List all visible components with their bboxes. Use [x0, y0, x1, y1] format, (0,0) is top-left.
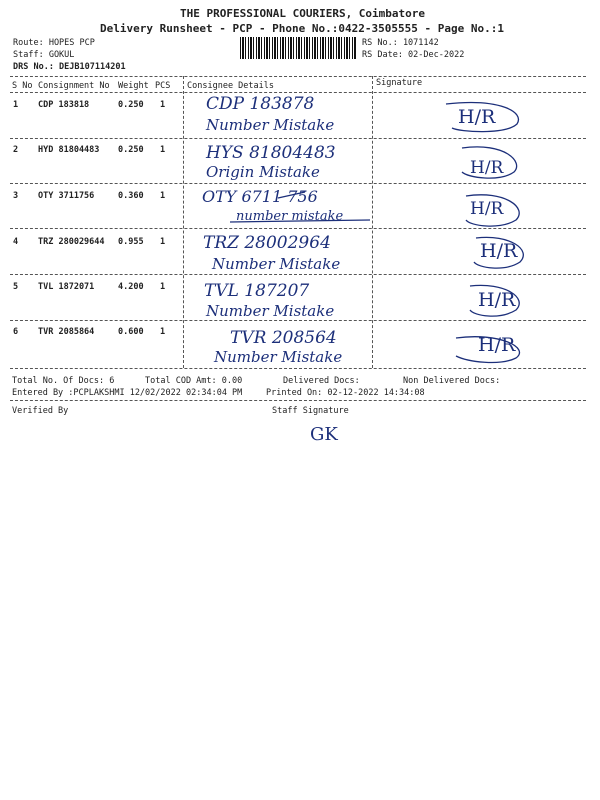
handwritten-correction: HYS 81804483: [206, 143, 336, 163]
row-pcs: 1: [160, 327, 166, 337]
delivered-docs: Delivered Docs:: [283, 376, 360, 386]
drs-number: DRS No.: DEJB107114201: [13, 62, 126, 72]
row-weight: 0.600: [118, 327, 144, 337]
row-sno: 4: [13, 237, 19, 247]
signature-oval: [466, 195, 519, 226]
row-pcs: 1: [160, 100, 166, 110]
row-pcs: 1: [160, 145, 166, 155]
company-name: THE PROFESSIONAL COURIERS, Coimbatore: [180, 7, 426, 20]
signature-oval: [462, 147, 517, 178]
col-header-consignee: Consignee Details: [187, 81, 274, 91]
handwritten-correction: TRZ 28002964: [203, 233, 331, 253]
signature-oval: [456, 337, 519, 363]
handwritten-correction: TVR 208564: [230, 328, 337, 348]
handwritten-remark: Origin Mistake: [206, 163, 320, 181]
handwritten-signature: H/R: [470, 199, 504, 219]
handwritten-signature: H/R: [478, 334, 516, 356]
staff-signature-label: Staff Signature: [272, 406, 349, 416]
row-consignment: TRZ 280029644: [38, 237, 105, 247]
footer-rule: [10, 400, 586, 401]
row-pcs: 1: [160, 191, 166, 201]
row-sno: 6: [13, 327, 19, 337]
row-consignment: TVL 1872071: [38, 282, 95, 292]
signature-oval: [446, 103, 518, 132]
staff-label: Staff: GOKUL: [13, 50, 75, 60]
handwritten-remark: Number Mistake: [206, 116, 335, 134]
row-sno: 2: [13, 145, 19, 155]
col-header-signature: Signature: [376, 78, 423, 88]
handwritten-signature: H/R: [480, 240, 518, 262]
handwritten-signature: H/R: [478, 289, 516, 311]
strike-through-mark: [278, 192, 305, 198]
verified-by: Verified By: [12, 406, 69, 416]
non-delivered-docs: Non Delivered Docs:: [403, 376, 501, 386]
entered-by: Entered By :PCPLAKSHMI 12/02/2022 02:34:04 PM: [12, 388, 243, 398]
handwritten-signature: H/R: [470, 158, 504, 178]
row-weight: 4.200: [118, 282, 144, 292]
row-weight: 0.250: [118, 100, 144, 110]
row-pcs: 1: [160, 237, 166, 247]
handwritten-signature: H/R: [458, 106, 496, 128]
row-weight: 0.250: [118, 145, 144, 155]
row-consignment: CDP 183818: [38, 100, 90, 110]
row-weight: 0.360: [118, 191, 144, 201]
printed-on: Printed On: 02-12-2022 14:34:08: [266, 388, 425, 398]
handwritten-remark: Number Mistake: [212, 255, 341, 273]
underline-mark: [230, 220, 370, 222]
handwritten-remark: Number Mistake: [214, 348, 343, 366]
rs-date: RS Date: 02-Dec-2022: [362, 50, 465, 60]
col-header-consignment: Consignment No: [38, 81, 110, 91]
handwritten-correction: CDP 183878: [206, 94, 315, 114]
staff-signature: GK: [310, 424, 338, 445]
row-pcs: 1: [160, 282, 166, 292]
handwritten-correction: OTY 6711 756: [202, 187, 318, 206]
row-weight: 0.955: [118, 237, 144, 247]
signature-oval: [470, 285, 519, 316]
handwritten-remark: Number Mistake: [206, 302, 335, 320]
col-header-weight: Weight: [118, 81, 149, 91]
total-docs: Total No. Of Docs: 6: [12, 376, 115, 386]
row-sno: 3: [13, 191, 19, 201]
route-label: Route: HOPES PCP: [13, 38, 95, 48]
col-header-sno: S No: [12, 81, 33, 91]
row-sno: 5: [13, 282, 19, 292]
row-sno: 1: [13, 100, 19, 110]
handwritten-remark: number mistake: [236, 209, 344, 224]
row-consignment: TVR 2085864: [38, 327, 95, 337]
row-consignment: OTY 3711756: [38, 191, 95, 201]
runsheet-title: Delivery Runsheet - PCP - Phone No.:0422-3505555 - Page No.:1: [100, 22, 504, 35]
handwritten-correction: TVL 187207: [204, 281, 310, 301]
rs-number: RS No.: 1071142: [362, 38, 439, 48]
col-header-pcs: PCS: [155, 81, 171, 91]
row-consignment: HYD 81804483: [38, 145, 100, 155]
signature-oval: [474, 237, 523, 268]
total-cod: Total COD Amt: 0.00: [145, 376, 243, 386]
